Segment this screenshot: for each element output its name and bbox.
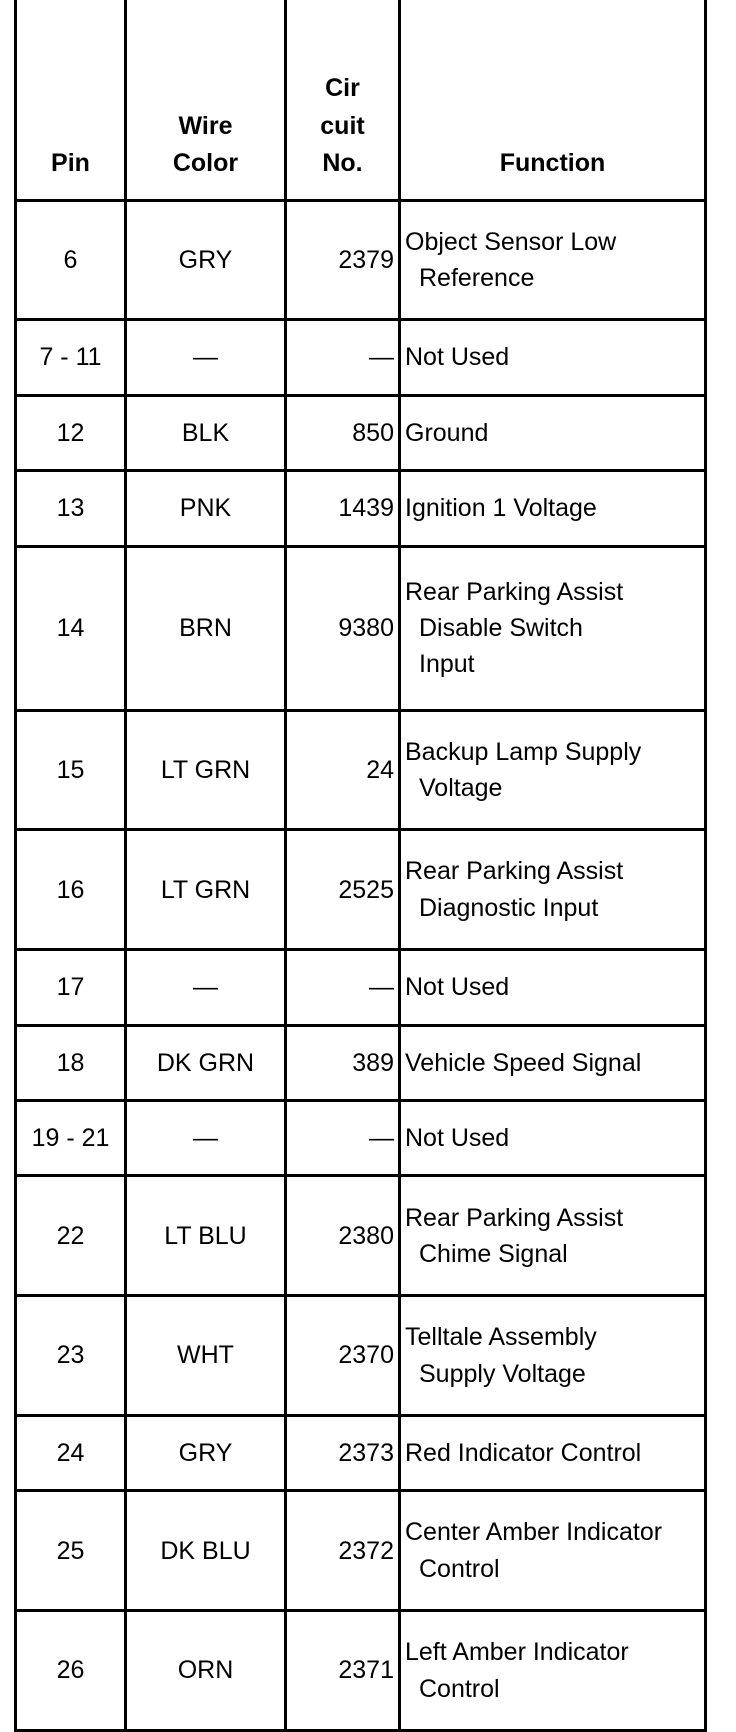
wire-color-cell: LT GRN [126, 710, 286, 830]
header-pin [16, 0, 126, 200]
circuit-no-cell: 2372 [286, 1491, 400, 1611]
table-row [16, 320, 706, 395]
header-function [400, 0, 706, 200]
function-line: Ignition 1 Voltage [405, 494, 597, 523]
pin-cell: 17 [16, 950, 126, 1025]
circuit-no-cell: 2370 [286, 1296, 400, 1416]
table-row [16, 471, 706, 546]
pin-cell: 7 - 11 [16, 320, 126, 395]
table-row [16, 950, 706, 1025]
table-row [16, 395, 706, 470]
table-row [16, 1491, 706, 1611]
wire-color-cell: PNK [126, 471, 286, 546]
function-cell [400, 1491, 706, 1611]
function-line: Rear Parking Assist [405, 857, 624, 886]
function-cell [400, 1100, 706, 1175]
pin-cell: 14 [16, 546, 126, 710]
function-cell [400, 830, 706, 950]
function-line: Voltage [419, 773, 503, 802]
wire-color-cell: ORN [126, 1611, 286, 1731]
circuit-no-cell: 2525 [286, 830, 400, 950]
table-row [16, 1296, 706, 1416]
pin-cell: 15 [16, 710, 126, 830]
header-circuit-line: cuit [320, 111, 365, 140]
wire-color-cell: LT BLU [126, 1176, 286, 1296]
function-line: Supply Voltage [419, 1359, 586, 1388]
function-line: Object Sensor Low [405, 227, 617, 256]
circuit-no-cell: 2373 [286, 1415, 400, 1490]
function-line: Left Amber Indicator [405, 1638, 629, 1667]
circuit-no-cell: — [286, 950, 400, 1025]
function-line: Rear Parking Assist [405, 1203, 624, 1232]
pin-cell: 18 [16, 1025, 126, 1100]
table-row [16, 1025, 706, 1100]
pin-cell: 13 [16, 471, 126, 546]
pin-cell: 19 - 21 [16, 1100, 126, 1175]
header-circuit-line: No. [322, 149, 363, 177]
circuit-no-cell: 1439 [286, 471, 400, 546]
function-line: Control [419, 1554, 500, 1583]
table-row [16, 200, 706, 320]
wire-color-cell: — [126, 1100, 286, 1175]
wire-color-cell: GRY [126, 200, 286, 320]
pin-cell: 24 [16, 1415, 126, 1490]
table-body [16, 200, 706, 1731]
wire-color-cell: WHT [126, 1296, 286, 1416]
wire-color-cell: — [126, 950, 286, 1025]
header-wire-color [126, 0, 286, 200]
function-line: Red Indicator Control [405, 1439, 642, 1467]
header-wire-line: Color [172, 149, 239, 177]
function-line: Disable Switch [419, 613, 583, 642]
header-circuit-line: Cir [325, 74, 360, 102]
table-row [16, 1176, 706, 1296]
circuit-no-cell: 24 [286, 710, 400, 830]
table-row [16, 710, 706, 830]
wire-color-cell: DK GRN [126, 1025, 286, 1100]
header-wire-line: Wire [178, 111, 233, 140]
pin-cell: 25 [16, 1491, 126, 1611]
table-row [16, 546, 706, 710]
header-row [16, 0, 706, 200]
function-line: Ground [405, 418, 489, 447]
function-cell [400, 320, 706, 395]
table-row [16, 1611, 706, 1731]
function-line: Not Used [405, 343, 510, 372]
function-line: Telltale Assembly [405, 1323, 597, 1352]
function-line: Vehicle Speed Signal [405, 1048, 642, 1077]
function-line: Reference [419, 263, 535, 292]
circuit-no-cell: — [286, 1100, 400, 1175]
wire-color-cell: LT GRN [126, 830, 286, 950]
function-cell [400, 1611, 706, 1731]
circuit-no-cell: 850 [286, 395, 400, 470]
function-cell [400, 950, 706, 1025]
function-cell [400, 1415, 706, 1490]
wire-color-cell: BRN [126, 546, 286, 710]
circuit-no-cell: 389 [286, 1025, 400, 1100]
circuit-no-cell: 9380 [286, 546, 400, 710]
pin-cell: 12 [16, 395, 126, 470]
circuit-no-cell: 2371 [286, 1611, 400, 1731]
pin-table [14, 0, 707, 1732]
function-cell [400, 200, 706, 320]
header-circuit-no [286, 0, 400, 200]
header-function-line: Function [499, 149, 606, 177]
wire-color-cell: GRY [126, 1415, 286, 1490]
function-cell [400, 395, 706, 470]
function-line: Not Used [405, 1124, 510, 1153]
circuit-no-cell: 2379 [286, 200, 400, 320]
pin-cell: 26 [16, 1611, 126, 1731]
function-line: Diagnostic Input [419, 893, 599, 922]
circuit-no-cell: 2380 [286, 1176, 400, 1296]
function-line: Input [419, 650, 475, 679]
circuit-no-cell: — [286, 320, 400, 395]
table-row [16, 830, 706, 950]
function-line: Not Used [405, 973, 510, 1002]
function-line: Rear Parking Assist [405, 577, 624, 606]
function-cell [400, 471, 706, 546]
table-row [16, 1415, 706, 1490]
function-cell [400, 1025, 706, 1100]
wire-color-cell: BLK [126, 395, 286, 470]
pin-cell: 16 [16, 830, 126, 950]
function-cell [400, 1296, 706, 1416]
table-row [16, 1100, 706, 1175]
function-cell [400, 1176, 706, 1296]
function-cell [400, 546, 706, 710]
wire-color-cell: — [126, 320, 286, 395]
function-cell [400, 710, 706, 830]
header-pin-line: Pin [51, 149, 90, 177]
function-line: Chime Signal [419, 1239, 568, 1268]
function-line: Backup Lamp Supply [405, 737, 642, 766]
wire-color-cell: DK BLU [126, 1491, 286, 1611]
function-line: Control [419, 1674, 500, 1703]
function-line: Center Amber Indicator [405, 1518, 663, 1547]
pin-cell: 23 [16, 1296, 126, 1416]
pin-cell: 6 [16, 200, 126, 320]
pin-cell: 22 [16, 1176, 126, 1296]
